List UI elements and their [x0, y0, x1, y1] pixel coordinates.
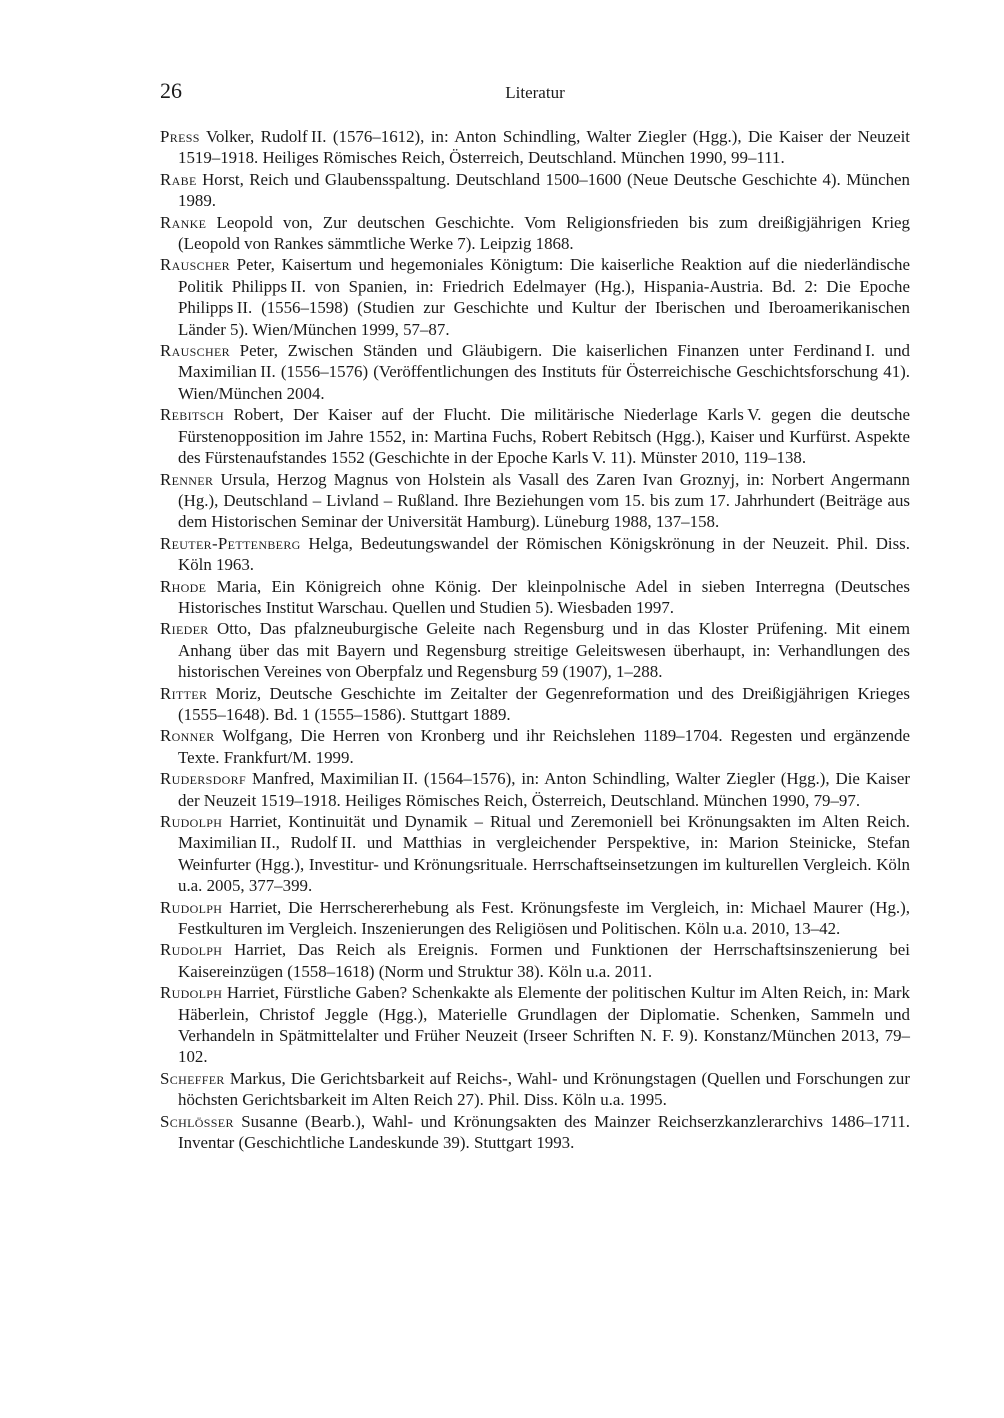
bibliography-entry: [160, 126, 910, 169]
running-head: Literatur: [505, 83, 565, 102]
entry-text: Markus, Die Gerichtsbarkeit auf Reichs-, Wahl- und Krönungstagen (Quellen und Forschungen zur höchsten Gerichtsbarkeit im Alten Reich 27). Phil. Diss. Köln u.a. 1995.: [178, 1068, 910, 1110]
bibliography-entry: [160, 469, 910, 533]
entry-author: Ranke: [160, 212, 207, 232]
entry-author: Ritter: [160, 683, 208, 703]
entry-text: Manfred, Maximilian II. (1564–1576), in: Anton Schindling, Walter Ziegler (Hgg.), Die Kaiser der Neuzeit 1519–1918. Heiliges Römisches Reich, Österreich, Deutschland. München 1990, 79–97.: [178, 769, 910, 810]
entry-author: Rudolph: [160, 812, 223, 831]
entry-text: Harriet, Kontinuität und Dynamik – Ritual und Zeremoniell bei Krönungsakten im Alten Reich. Maximilian II., Rudolf II. und Matthias in vergleichender Perspektive, in: Marion Steinicke, Stefan Weinfurter (Hgg.), Investitur- und Krönungsrituale. Herrschaftseinsetzungen im kulturellen Vergleich. Köln u.a. 2005, 377–399.: [178, 812, 910, 896]
entry-text: Maria, Ein Königreich ohne König. Der kleinpolnische Adel in sieben Interregna (Deutsches Historisches Institut Warschau. Quellen und Studien 5). Wiesbaden 1997.: [178, 576, 910, 617]
entry-text: Peter, Kaisertum und hegemoniales Königtum: Die kaiserliche Reaktion auf die niederländische Politik Philipps II. von Spanien, in: Friedrich Edelmayer (Hg.), Hispania-Austria. Bd. 2: Die Epoche Philipps II. (1556–1598) (Studien zur Geschichte und Kultur der Iberischen und Iberoamerikanischen Länder 5). Wien/München 1999, 57–87.: [178, 255, 910, 339]
bibliography-entry: [160, 618, 910, 682]
entry-author: Rudolph: [160, 940, 223, 960]
entry-author: Scheffer: [160, 1068, 225, 1088]
bibliography-entry: [160, 811, 910, 897]
bibliography-entry: [160, 340, 910, 404]
entry-author: Rudolph: [160, 983, 223, 1003]
entry-text: Volker, Rudolf II. (1576–1612), in: Anton Schindling, Walter Ziegler (Hgg.), Die Kaiser der Neuzeit 1519–1918. Heiliges Römisches Reich, Österreich, Deutschland. München 1990, 99–111.: [178, 127, 910, 168]
entry-text: Harriet, Die Herrschererhebung als Fest. Krönungsfeste im Vergleich, in: Michael Maurer (Hg.), Festkulturen im Vergleich. Inszenierungen des Religiösen und Politischen. Köln u.a. 2010, 13–42.: [178, 897, 910, 939]
entry-author: Renner: [160, 469, 214, 489]
bibliography-entry: [160, 982, 910, 1068]
page-header: [160, 78, 910, 108]
entry-text: Peter, Zwischen Ständen und Gläubigern. Die kaiserlichen Finanzen unter Ferdinand I. und Maximilian II. (1556–1576) (Veröffentlichungen des Instituts für Österreichische Geschichtsforschung 41). Wien/München 2004.: [178, 341, 910, 403]
entry-author: Rhode: [160, 576, 207, 596]
bibliography-entry: [160, 576, 910, 619]
bibliography-entry: [160, 1111, 910, 1154]
entry-text: Ursula, Herzog Magnus von Holstein als Vasall des Zaren Ivan Groznyj, in: Norbert Angermann (Hg.), Deutschland – Livland – Rußland. Ihre Beziehungen vom 15. bis zum 17. Jahrhundert (Beiträge aus dem Historischen Seminar der Universität Hamburg). Lüneburg 1988, 137–158.: [178, 469, 910, 532]
entry-author: Rabe: [160, 169, 197, 189]
entry-text: Harriet, Das Reich als Ereignis. Formen und Funktionen der Herrschaftsinszenierung bei Kaisereinzügen (1558–1618) (Norm und Struktur 38). Köln u.a. 2011.: [178, 940, 910, 981]
entry-author: Ronner: [160, 726, 215, 746]
entry-text: Robert, Der Kaiser auf der Flucht. Die militärische Niederlage Karls V. gegen die deutsche Fürstenopposition im Jahre 1552, in: Martina Fuchs, Robert Rebitsch (Hgg.), Kaiser und Kurfürst. Aspekte des Fürstenaufstandes 1552 (Geschichte in der Epoche Karls V. 11). Münster 2010, 119–138.: [178, 405, 910, 468]
bibliography-entry: [160, 254, 910, 340]
entry-text: Helga, Bedeutungswandel der Römischen Königskrönung in der Neuzeit. Phil. Diss. Köln 1963.: [178, 533, 910, 575]
entry-author: Schlösser: [160, 1111, 234, 1131]
bibliography-entry: [160, 725, 910, 768]
bibliography-entry: [160, 1068, 910, 1111]
entry-text: Susanne (Bearb.), Wahl- und Krönungsakten des Mainzer Reichserzkanzlerarchivs 1486–1711. Inventar (Geschichtliche Landeskunde 39). Stuttgart 1993.: [178, 1111, 910, 1153]
entry-author: Rauscher: [160, 341, 230, 361]
bibliography-entry: [160, 404, 910, 468]
bibliography-list: [160, 126, 910, 1154]
bibliography-entry: [160, 939, 910, 982]
entry-text: Leopold von, Zur deutschen Geschichte. Vom Religionsfrieden bis zum dreißigjährigen Krieg (Leopold von Rankes sämmtliche Werke 7). Leipzig 1868.: [178, 212, 910, 254]
bibliography-entry: [160, 169, 910, 212]
entry-author: Press: [160, 127, 200, 146]
entry-text: Horst, Reich und Glaubensspaltung. Deutschland 1500–1600 (Neue Deutsche Geschichte 4). München 1989.: [178, 169, 910, 211]
entry-author: Rieder: [160, 619, 209, 639]
entry-text: Moriz, Deutsche Geschichte im Zeitalter der Gegenreformation und des Dreißigjährigen Krieges (1555–1648). Bd. 1 (1555–1586). Stuttgart 1889.: [178, 683, 910, 724]
entry-author: Rebitsch: [160, 405, 224, 425]
entry-author: Rauscher: [160, 255, 230, 275]
entry-text: Harriet, Fürstliche Gaben? Schenkakte als Elemente der politischen Kultur im Alten Reich, in: Mark Häberlein, Christof Jeggle (Hgg.), Materielle Grundlagen der Diplomatie. Schenken, Sammeln und Verhandeln in Spätmittelalter und Früher Neuzeit (Irseer Schriften N. F. 9). Konstanz/München 2013, 79–102.: [178, 983, 910, 1067]
bibliography-entry: [160, 212, 910, 255]
bibliography-entry: [160, 533, 910, 576]
bibliography-entry: [160, 683, 910, 726]
entry-text: Otto, Das pfalzneuburgische Geleite nach Regensburg und in das Kloster Prüfening. Mit einem Anhang über das mit Bayern und Regensburg streitige Geleitswesen überhaupt, in: Verhandlungen des historischen Vereines von Oberpfalz und Regensburg 59 (1907), 1–288.: [178, 619, 910, 682]
entry-author: Rudersdorf: [160, 769, 246, 789]
bibliography-entry: [160, 768, 910, 811]
page-number: 26: [160, 78, 182, 103]
entry-text: Wolfgang, Die Herren von Kronberg und ihr Reichslehen 1189–1704. Regesten und ergänzende Texte. Frankfurt/M. 1999.: [178, 726, 910, 767]
bibliography-entry: [160, 897, 910, 940]
entry-author: Reuter-Pettenberg: [160, 533, 301, 553]
entry-author: Rudolph: [160, 897, 223, 917]
